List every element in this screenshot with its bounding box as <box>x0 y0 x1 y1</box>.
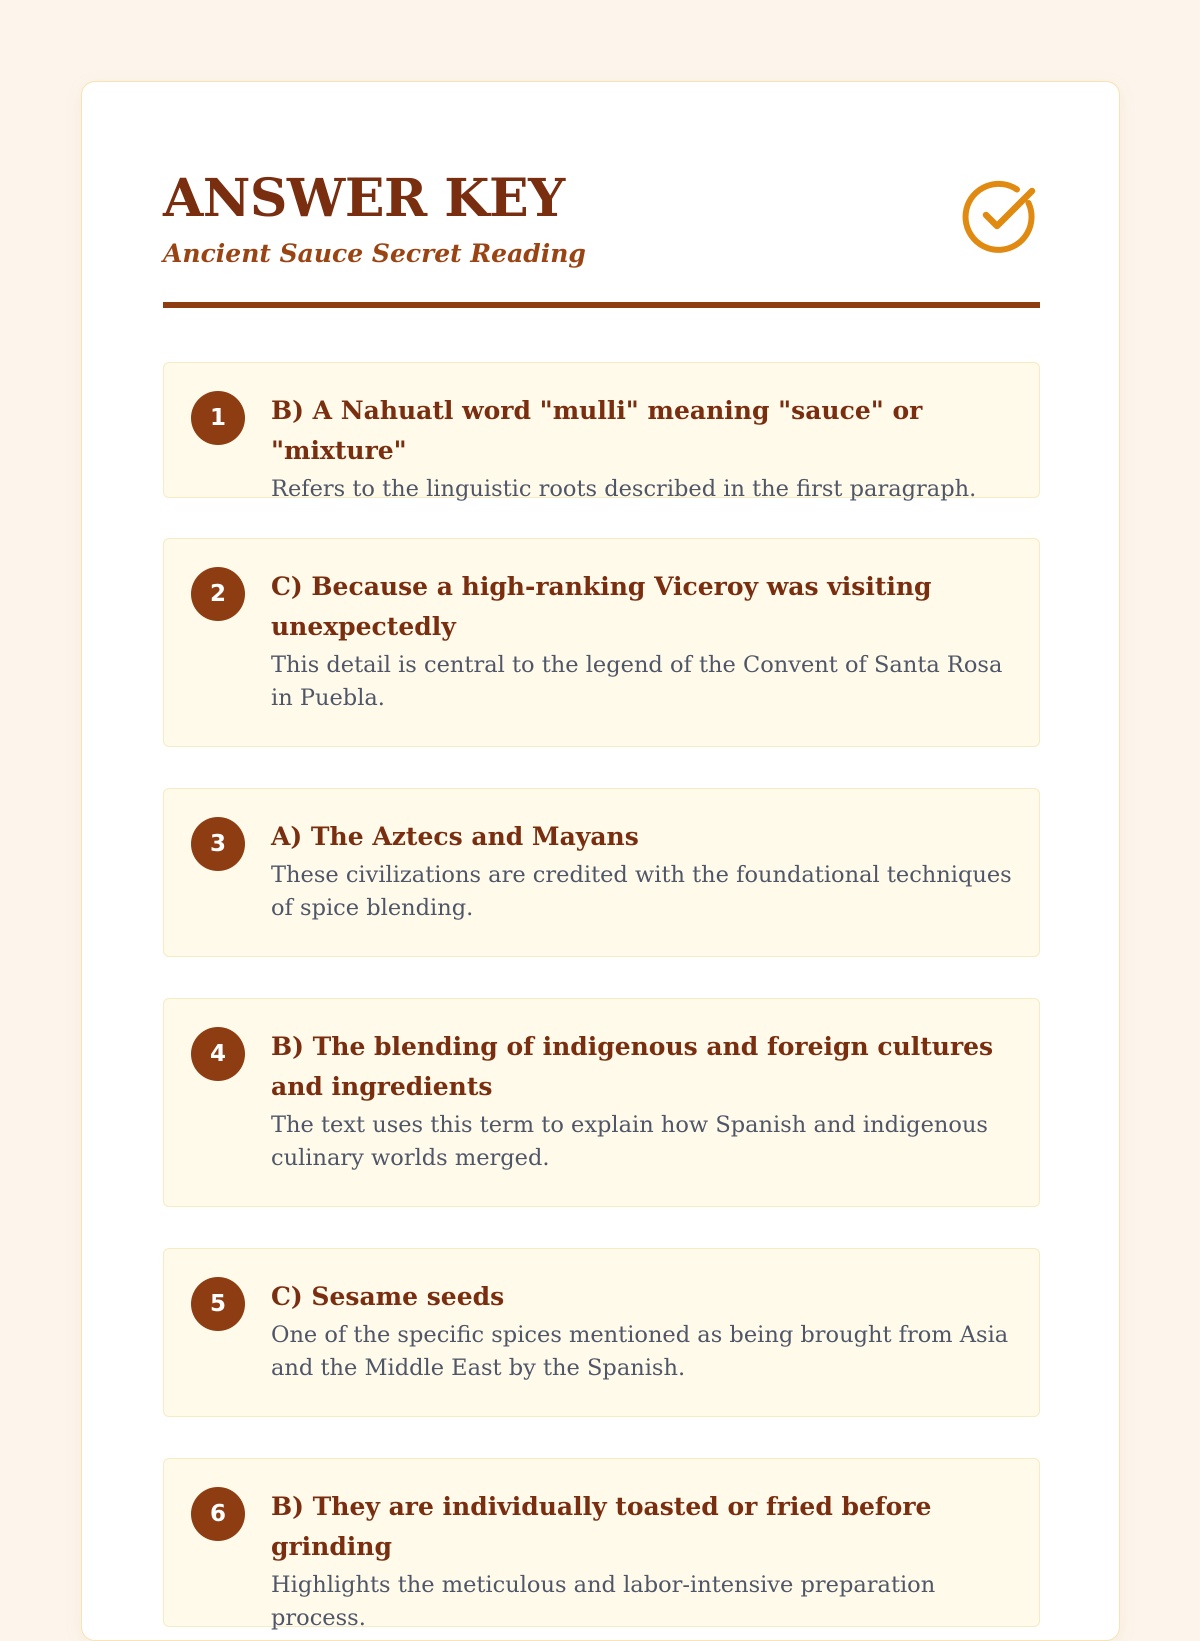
answer-explanation: This detail is central to the legend of the Convent of Santa Rosa in Puebla. <box>271 652 1003 711</box>
answer-choice: B) The blending of indigenous and foreign cultures and ingredients <box>271 1032 994 1101</box>
answer-item <box>163 1248 1040 1417</box>
answer-item <box>163 538 1040 747</box>
answer-choice: C) Sesame seeds <box>271 1282 505 1311</box>
answer-explanation: Highlights the meticulous and labor-intensive preparation process. <box>271 1572 936 1631</box>
answer-explanation: These civilizations are credited with the foundational techniques of spice blending. <box>271 862 1012 921</box>
answer-choice: B) They are individually toasted or fried before grinding <box>271 1492 932 1561</box>
question-number-badge: 3 <box>191 817 245 871</box>
answer-explanation: The text uses this term to explain how Spanish and indigenous culinary worlds merged. <box>271 1112 988 1171</box>
answer-content <box>271 1487 1019 1635</box>
question-number-badge: 5 <box>191 1277 245 1331</box>
page-subtitle: Ancient Sauce Secret Reading <box>163 239 586 268</box>
answer-item <box>163 1458 1040 1631</box>
answer-explanation: One of the specific spices mentioned as being brought from Asia and the Middle East by the Spanish. <box>271 1322 1009 1381</box>
answer-content <box>271 1027 1019 1175</box>
answer-item <box>163 362 1040 502</box>
question-number-badge: 6 <box>191 1487 245 1541</box>
answer-item <box>163 788 1040 957</box>
answer-content <box>271 1277 1019 1385</box>
answer-key-header <box>163 167 1040 307</box>
check-circle-icon <box>962 178 1040 256</box>
answer-explanation: Refers to the linguistic roots described in the first paragraph. <box>271 476 977 502</box>
answer-content <box>271 817 1019 925</box>
answer-choice: A) The Aztecs and Mayans <box>271 822 639 851</box>
page-title: ANSWER KEY <box>163 168 565 229</box>
question-number-badge: 1 <box>191 391 245 445</box>
answer-content <box>271 391 1019 506</box>
answer-choice: C) Because a high-ranking Viceroy was visiting unexpectedly <box>271 572 932 641</box>
answer-item <box>163 998 1040 1207</box>
answer-content <box>271 567 1019 715</box>
header-divider <box>163 302 1040 308</box>
question-number-badge: 2 <box>191 567 245 621</box>
answer-key-card <box>81 81 1120 1641</box>
question-number-badge: 4 <box>191 1027 245 1081</box>
answer-choice: B) A Nahuatl word "mulli" meaning "sauce" or "mixture" <box>271 396 923 465</box>
